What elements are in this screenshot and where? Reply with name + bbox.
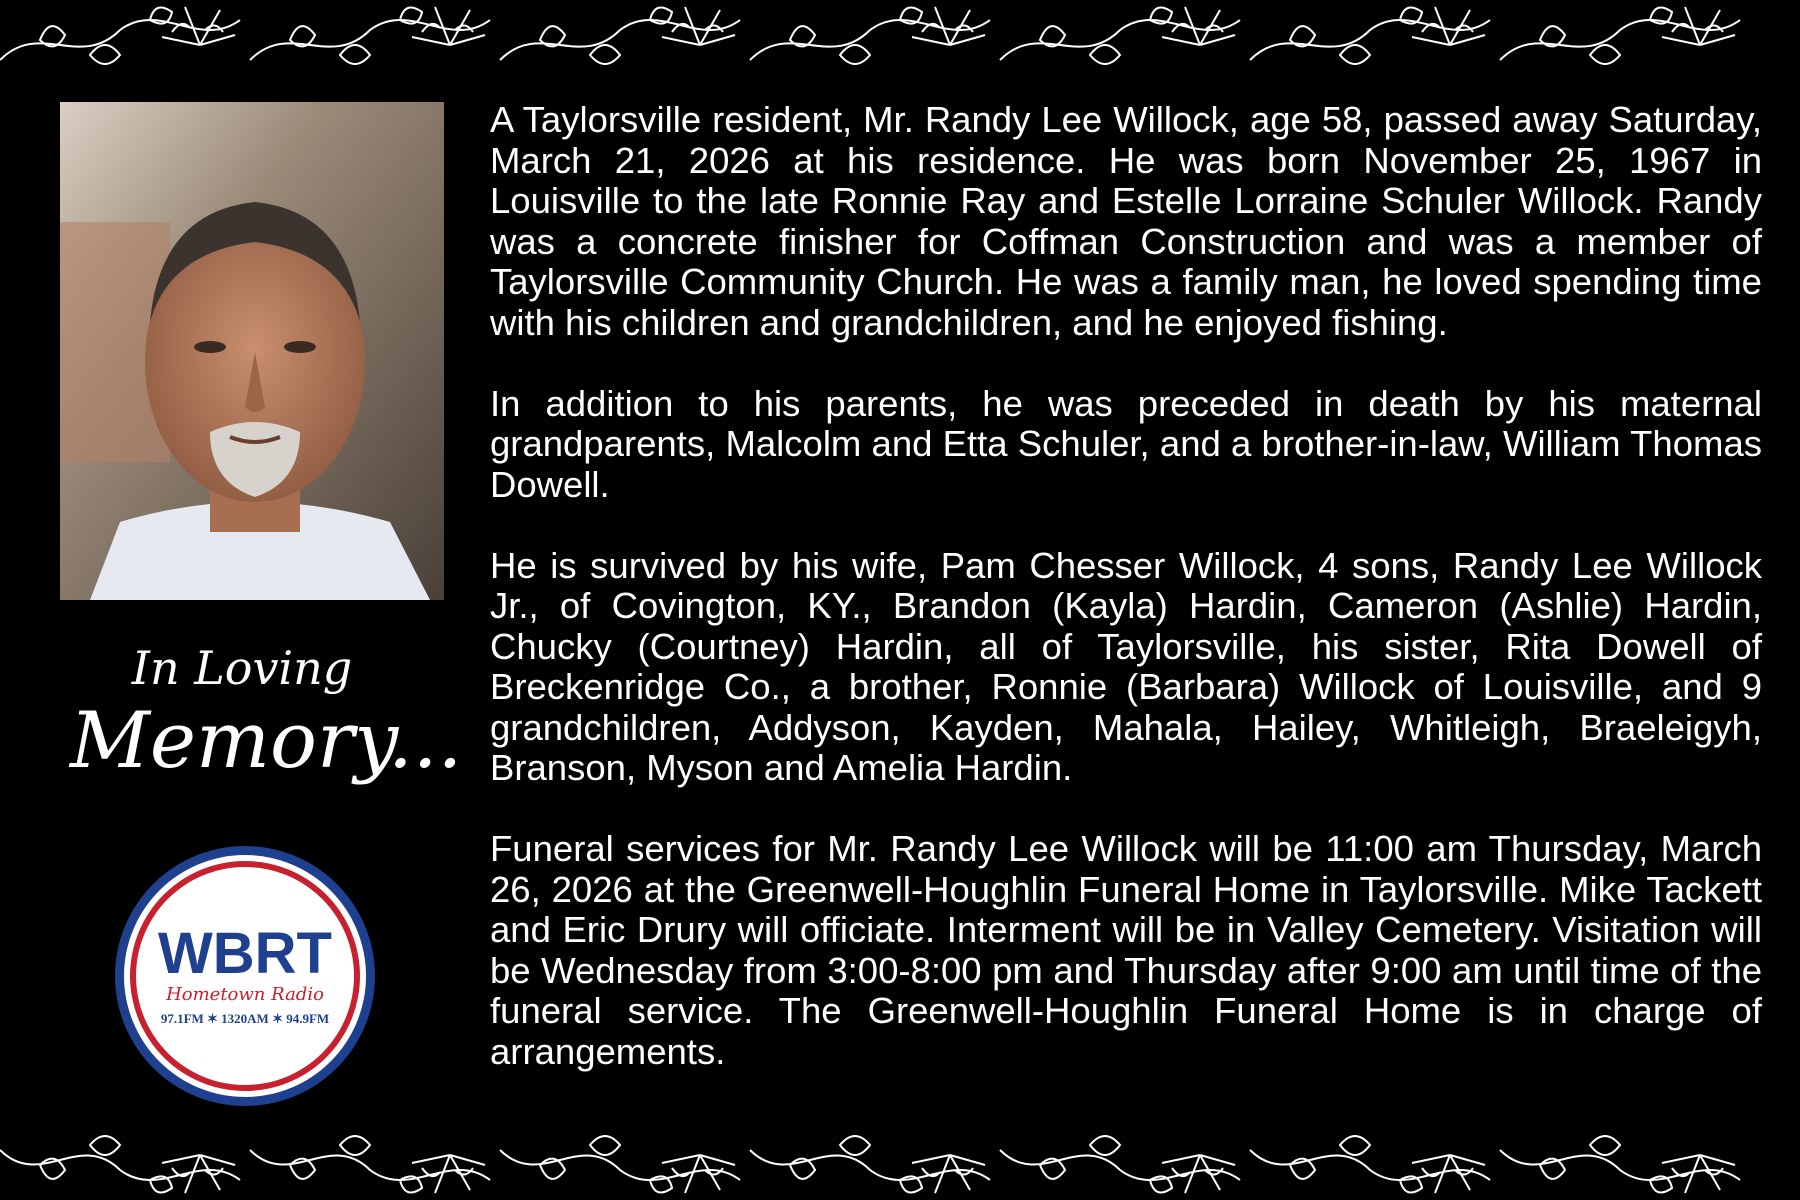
obituary-text [490,100,1762,1072]
memory-heading-line2: Memory... [70,696,463,786]
in-loving-memory-heading [60,640,463,840]
logo-call-letters: WBRT [158,921,332,986]
floral-border-top [0,0,1800,90]
obituary-paragraph-1: A Taylorsville resident, Mr. Randy Lee Willock, age 58, passed away Saturday, March 21, 2026 at his residence. He was born November 25, 1967 in Louisville to the late Ronnie Ray and Estelle Lorraine Schuler Willock. Randy was a concrete finisher for Coffman Construction and was a member of Taylorsville Community Church. He was a family man, he loved spending time with his children and grandchildren, and he enjoyed fishing. [490,99,1762,343]
obituary-paragraph-3: He is survived by his wife, Pam Chesser Willock, 4 sons, Randy Lee Willock Jr., of Covington, KY., Brandon (Kayla) Hardin, Cameron (Ashlie) Hardin, Chucky (Courtney) Hardin, all of Taylorsville, his sister, Rita Dowell of Breckenridge Co., a brother, Ronnie (Barbara) Willock of Louisville, and 9 grandchildren, Addyson, Kayden, Mahala, Hailey, Whitleigh, Braeleigyh, Branson, Myson and Amelia Hardin. [490,544,1762,788]
obituary-paragraph-2: In addition to his parents, he was preceded in death by his maternal grandparents, Malcolm and Etta Schuler, and a brother-in-law, William Thomas Dowell. [490,382,1762,505]
wbrt-logo [112,843,378,1109]
portrait-photo [60,102,444,600]
obituary-paragraph-4: Funeral services for Mr. Randy Lee Willock will be 11:00 am Thursday, March 26, 2026 at the Greenwell-Houghlin Funeral Home in Taylorsville. Mike Tackett and Eric Drury will officiate. Interment will be in Valley Cemetery. Visitation will be Wednesday from 3:00-8:00 pm and Thursday after 9:00 am until time of the funeral service. The Greenwell-Houghlin Funeral Home is in charge of arrangements. [490,828,1762,1072]
logo-frequencies: 97.1FM ✶ 1320AM ✶ 94.9FM [160,1011,330,1026]
floral-border-bottom [0,1110,1800,1200]
memory-heading-line1: In Loving [131,641,353,695]
logo-tagline: Hometown Radio [166,984,324,1005]
